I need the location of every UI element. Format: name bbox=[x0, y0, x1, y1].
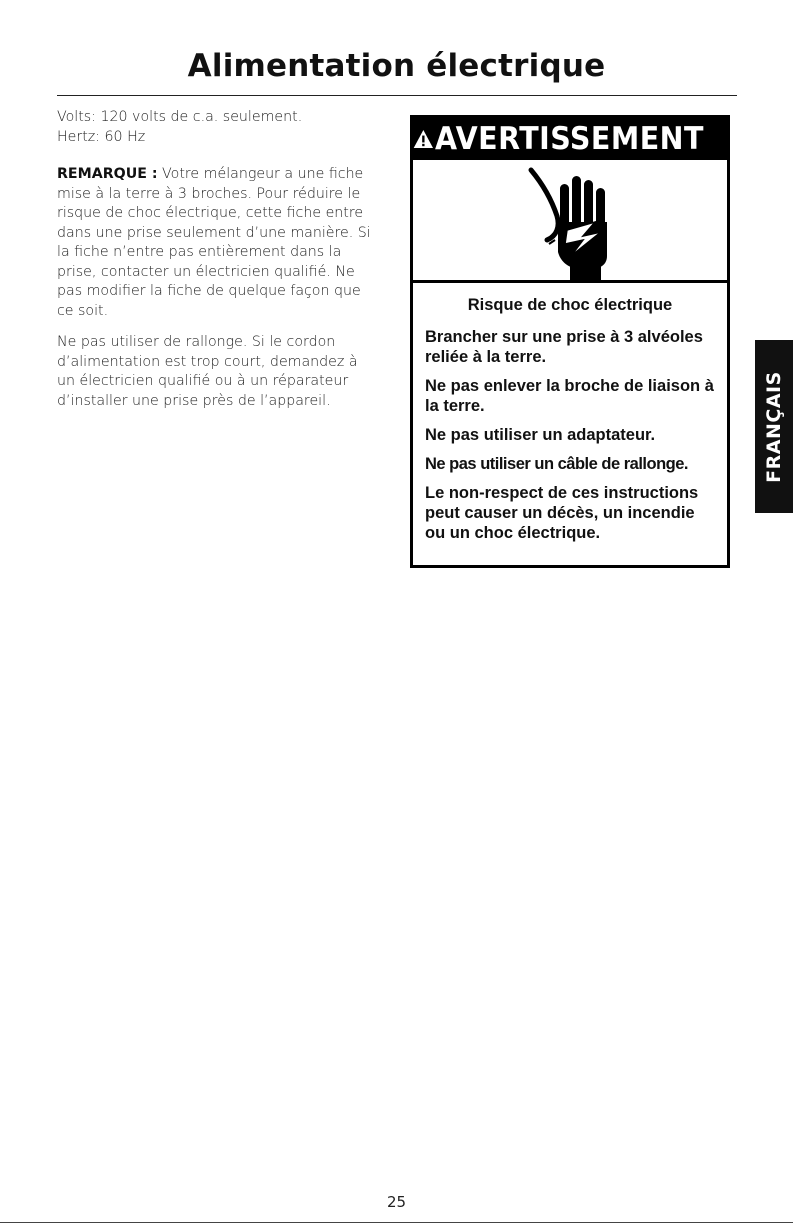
note-text: Votre mélangeur a une fiche mise à la terre à 3 broches. Pour réduire le risque de choc électrique, cette fiche entre dans une prise seulement d’une manière. Si la fiche n’entre pas entièrement dans la prise, contacter un électricien qualifié. Ne pas modifier la fiche de quelque façon que ce soit. bbox=[57, 166, 371, 319]
note-paragraph bbox=[57, 165, 377, 321]
hertz-spec: Hertz: 60 Hz bbox=[57, 128, 146, 145]
instructions-column bbox=[57, 108, 377, 411]
language-tab-label: FRANÇAIS bbox=[763, 370, 785, 483]
warning-line-adapter: Ne pas utiliser un adaptateur. bbox=[425, 426, 656, 444]
warning-body bbox=[413, 296, 727, 552]
hazard-pictogram bbox=[413, 160, 727, 280]
warning-triangle-icon bbox=[413, 125, 434, 153]
warning-header bbox=[413, 118, 727, 160]
hazard-divider bbox=[413, 280, 727, 283]
warning-line-ground-prong: Ne pas enlever la broche de liaison à la terre. bbox=[425, 377, 714, 415]
language-tab bbox=[755, 340, 793, 513]
page-title: Alimentation électrique bbox=[187, 48, 606, 84]
warning-line-grounded-outlet: Brancher sur une prise à 3 alvéoles reliée à la terre. bbox=[425, 328, 703, 366]
warning-line-consequences: Le non-respect de ces instructions peut causer un décès, un incendie ou un choc électrique. bbox=[425, 484, 699, 542]
warning-title: Risque de choc électrique bbox=[467, 296, 673, 314]
bottom-divider bbox=[0, 1222, 793, 1223]
title-divider bbox=[57, 95, 737, 96]
volts-spec: Volts: 120 volts de c.a. seulement. bbox=[57, 109, 303, 125]
note-label: REMARQUE : bbox=[57, 166, 158, 182]
warning-line-extension-cord: Ne pas utiliser un câble de rallonge. bbox=[425, 455, 688, 473]
extension-cord-paragraph: Ne pas utiliser de rallonge. Si le cordon d’alimentation est trop court, demandez à un électricien qualifié ou à un réparateur d’installer une prise près de l’appareil. bbox=[57, 334, 358, 409]
electric-shock-hand-icon bbox=[413, 160, 727, 280]
warning-box bbox=[410, 115, 730, 568]
warning-header-text: AVERTISSEMENT bbox=[434, 121, 704, 157]
page-number: 25 bbox=[386, 1193, 407, 1211]
